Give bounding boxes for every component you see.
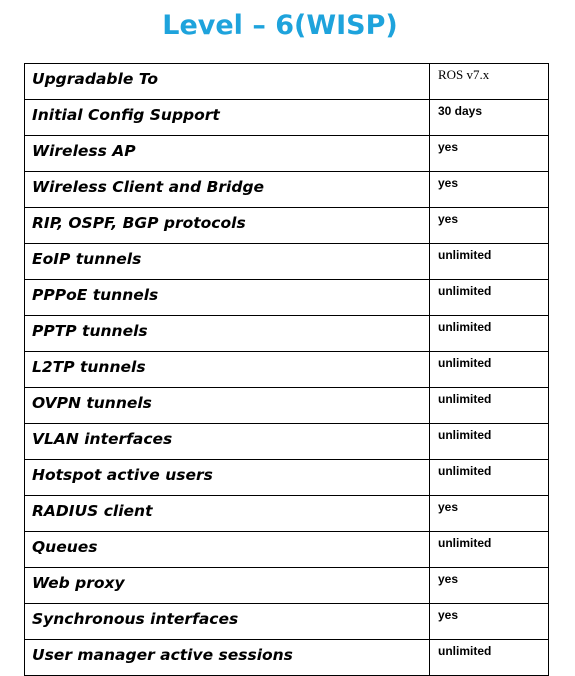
feature-value: yes	[430, 568, 549, 604]
feature-label: Web proxy	[25, 568, 430, 604]
feature-label: Synchronous interfaces	[25, 604, 430, 640]
table-row	[25, 460, 549, 496]
feature-label: Hotspot active users	[25, 460, 430, 496]
page-title: Level – 6(WISP)	[162, 10, 398, 41]
feature-value: yes	[430, 172, 549, 208]
table-row	[25, 172, 549, 208]
table-row	[25, 424, 549, 460]
feature-label: RIP, OSPF, BGP protocols	[25, 208, 430, 244]
feature-value: unlimited	[430, 388, 549, 424]
table-row	[25, 532, 549, 568]
feature-label: PPPoE tunnels	[25, 280, 430, 316]
feature-value: unlimited	[430, 460, 549, 496]
license-features-table	[24, 63, 549, 676]
table-row	[25, 316, 549, 352]
table-row	[25, 208, 549, 244]
feature-value: unlimited	[430, 532, 549, 568]
feature-value: unlimited	[430, 280, 549, 316]
table-row	[25, 568, 549, 604]
table-row	[25, 604, 549, 640]
feature-value: ROS v7.x	[430, 64, 549, 100]
feature-value: unlimited	[430, 640, 549, 676]
table-row	[25, 388, 549, 424]
feature-label: L2TP tunnels	[25, 352, 430, 388]
table-row	[25, 244, 549, 280]
feature-label: PPTP tunnels	[25, 316, 430, 352]
feature-value: yes	[430, 604, 549, 640]
feature-label: Queues	[25, 532, 430, 568]
feature-value: unlimited	[430, 316, 549, 352]
table-row	[25, 64, 549, 100]
feature-value: yes	[430, 496, 549, 532]
feature-label: RADIUS client	[25, 496, 430, 532]
feature-label: Wireless AP	[25, 136, 430, 172]
feature-label: User manager active sessions	[25, 640, 430, 676]
feature-label: EoIP tunnels	[25, 244, 430, 280]
feature-value: 30 days	[430, 100, 549, 136]
table-row	[25, 136, 549, 172]
table-row	[25, 280, 549, 316]
feature-value: yes	[430, 136, 549, 172]
feature-label: VLAN interfaces	[25, 424, 430, 460]
feature-value: unlimited	[430, 244, 549, 280]
feature-label: Upgradable To	[25, 64, 430, 100]
feature-value: unlimited	[430, 352, 549, 388]
table-row	[25, 352, 549, 388]
feature-label: Wireless Client and Bridge	[25, 172, 430, 208]
feature-value: yes	[430, 208, 549, 244]
table-row	[25, 100, 549, 136]
table-row	[25, 640, 549, 676]
table-row	[25, 496, 549, 532]
feature-label: OVPN tunnels	[25, 388, 430, 424]
feature-label: Initial Config Support	[25, 100, 430, 136]
feature-value: unlimited	[430, 424, 549, 460]
